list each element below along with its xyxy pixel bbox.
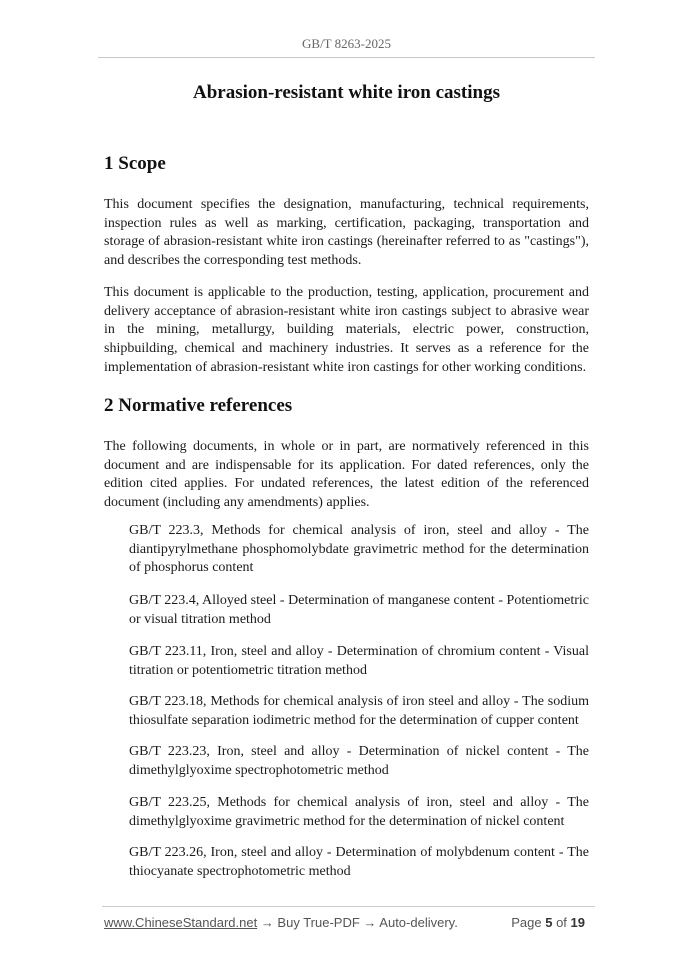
document-title: Abrasion-resistant white iron castings — [192, 82, 500, 103]
reference-text: GB/T 223.4, Alloyed steel - Determination of manganese content - Potentiometric or visual titration method — [129, 593, 589, 627]
reference-item — [104, 643, 589, 680]
reference-item — [104, 743, 589, 780]
paragraph: The following documents, in whole or in part, are normatively referenced in this document and are indispensable for its application. For dated references, only the edition cited applies. For undated references, the latest edition of the referenced document (including any amendments) applies. — [104, 439, 589, 511]
chinese-standard-link[interactable]: www.ChineseStandard.net — [104, 915, 258, 930]
paragraph: This document specifies the designation, manufacturing, technical requirements, inspection rules as well as marking, certification, packaging, transportation and storage of abrasion-resistant white iron castings (hereinafter referred to as "castings"), and describes the corresponding test methods. — [104, 197, 589, 269]
reference-text: GB/T 223.11, Iron, steel and alloy - Determination of chromium content - Visual titration or potentiometric titration method — [129, 644, 589, 678]
reference-text: GB/T 223.23, Iron, steel and alloy - Determination of nickel content - The dimethylglyoxime spectrophotometric method — [129, 744, 589, 778]
footer-divider — [102, 906, 595, 907]
page-label: Page — [511, 915, 542, 930]
reference-text: GB/T 223.18, Methods for chemical analysis of iron steel and alloy - The sodium thiosulfate separation iodimetric method for the determination of cupper content — [129, 694, 589, 728]
header-divider — [98, 57, 595, 58]
footer-promo — [104, 915, 458, 930]
reference-item — [104, 794, 589, 831]
section-heading-normative-references: 2 Normative references — [104, 395, 293, 416]
page-footer — [104, 915, 585, 930]
paragraph: This document is applicable to the production, testing, application, procurement and delivery acceptance of abrasion-resistant white iron castings subject to abrasive wear in the mining, metallurgy, building materials, electric power, construction, shipbuilding, chemical and machinery industries. It serves as a reference for the implementation of abrasion-resistant white iron castings for other working conditions. — [104, 285, 589, 375]
page-current: 5 — [545, 915, 553, 930]
section-heading-scope: 1 Scope — [104, 153, 166, 174]
section-normative-references — [104, 395, 589, 417]
running-header-doc-code: GB/T 8263-2025 — [302, 36, 391, 51]
page-indicator — [511, 915, 585, 930]
section-scope — [104, 153, 589, 175]
page-of: of — [556, 915, 567, 930]
footer-tagline: → Buy True-PDF → Auto-delivery. — [257, 915, 458, 930]
reference-item — [104, 592, 589, 629]
scope-paragraph-2 — [104, 284, 589, 378]
normative-intro — [104, 438, 589, 513]
scope-paragraph-1 — [104, 196, 589, 271]
reference-text: GB/T 223.25, Methods for chemical analysis of iron, steel and alloy - The dimethylglyoxime gravimetric method for the determination of nickel content — [129, 795, 589, 829]
reference-text: GB/T 223.3, Methods for chemical analysis of iron, steel and alloy - The diantipyrylmethane phosphomolybdate gravimetric method for the determination of phosphorus content — [129, 523, 589, 576]
reference-item — [104, 522, 589, 578]
reference-item — [104, 693, 589, 730]
reference-text: GB/T 223.26, Iron, steel and alloy - Determination of molybdenum content - The thiocyanate spectrophotometric method — [129, 845, 589, 879]
reference-item — [104, 844, 589, 881]
page-total: 19 — [570, 915, 585, 930]
